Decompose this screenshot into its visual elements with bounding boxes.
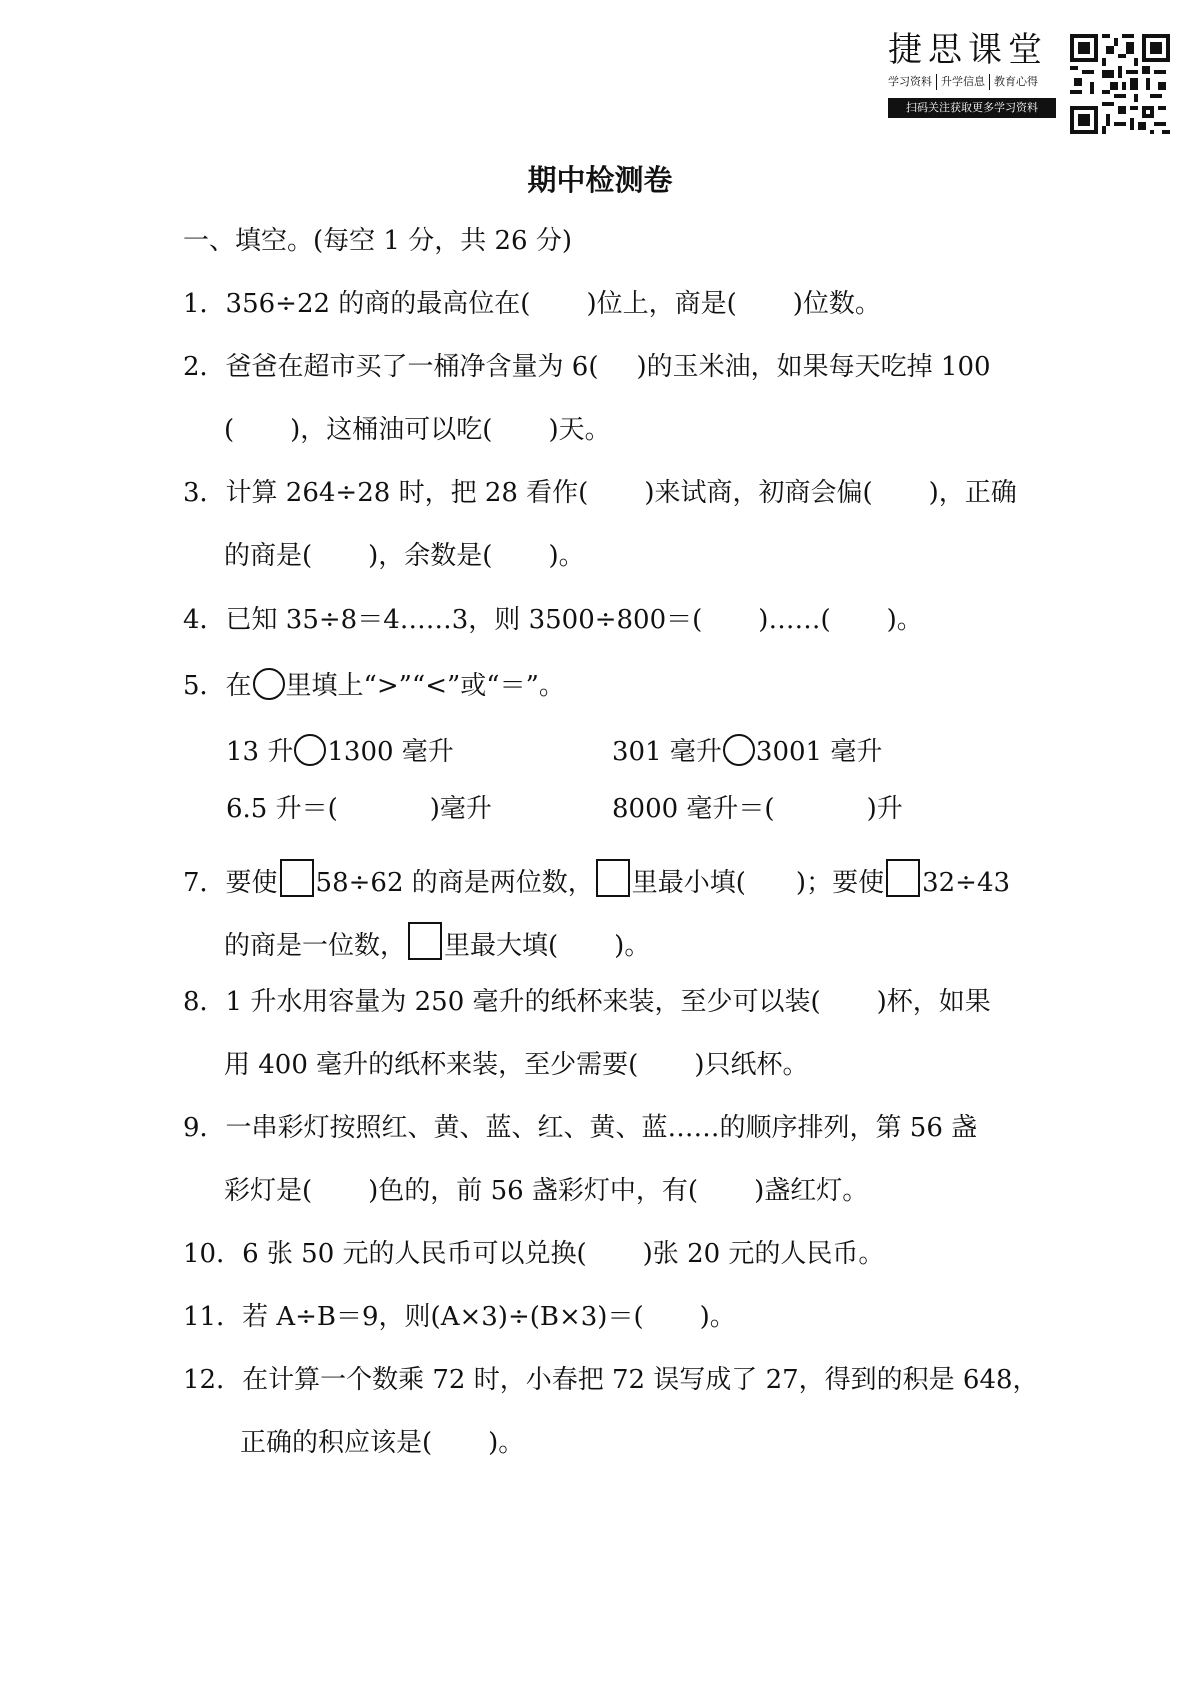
question-text: )。 (699, 1302, 736, 1332)
question-text: )，这桶油可以吃( (290, 415, 493, 445)
question-text: )来试商，初商会偏( (644, 478, 873, 508)
question-text: 10．6 张 50 元的人民币可以兑换( (183, 1239, 587, 1269)
question-text: )。 (548, 541, 585, 571)
question-text: )天。 (548, 415, 611, 445)
question-text: )张 20 元的人民币。 (642, 1239, 885, 1269)
question-text: 11．若 A÷B＝9，则(A×3)÷(B×3)＝( (183, 1302, 644, 1332)
question-text: 彩灯是( (224, 1176, 313, 1206)
question-3-continued (224, 539, 585, 573)
page-title: 期中检测卷 (527, 163, 673, 197)
item-text: 301 毫升 (612, 737, 722, 767)
digit-box[interactable] (886, 859, 920, 897)
question-text: 用 400 毫升的纸杯来装，至少需要( (224, 1050, 639, 1080)
question-text: 7．要使 (183, 868, 278, 898)
section-heading: 一、填空。(每空 1 分，共 26 分) (183, 226, 572, 256)
question-text: )杯，如果 (876, 987, 991, 1017)
item-text: )毫升 (429, 794, 492, 824)
question-text: )色的，前 56 盏彩灯中，有( (368, 1176, 699, 1206)
question-text: ( (224, 415, 235, 445)
question-text: 5．在 (183, 671, 252, 701)
question-1 (183, 287, 881, 321)
question-10 (183, 1237, 884, 1271)
question-3 (183, 476, 1017, 510)
question-text: 1．356÷22 的商的最高位在( (183, 289, 531, 319)
item-text: 8000 毫升＝( (612, 794, 775, 824)
question-8 (183, 985, 991, 1019)
question-text: 的商是一位数， (224, 931, 407, 961)
question-text: 正确的积应该是( (240, 1428, 433, 1458)
brand-tag: 升学信息 (937, 74, 990, 90)
compare-circle[interactable] (294, 734, 326, 766)
question-text: )的玉米油，如果每天吃掉 100 (636, 352, 991, 382)
question-text: 里最小填( (631, 868, 746, 898)
question-text: 4．已知 35÷8＝4……3，则 3500÷800＝( (183, 605, 703, 635)
digit-box[interactable] (280, 859, 314, 897)
question-text: 58÷62 的商是两位数， (315, 868, 594, 898)
question-12-continued (240, 1426, 524, 1460)
question-text: )只纸杯。 (694, 1050, 809, 1080)
item-text: 3001 毫升 (755, 737, 883, 767)
compare-circle[interactable] (723, 734, 755, 766)
circle-icon (253, 668, 285, 700)
question-text: 12．在计算一个数乘 72 时，小春把 72 误写成了 27，得到的积是 648， (183, 1365, 1039, 1395)
item-text: 13 升 (226, 737, 294, 767)
digit-box-icon (408, 922, 442, 960)
compare-item (612, 734, 882, 769)
conversion-item (226, 792, 492, 826)
question-text: 里最大填( (444, 931, 559, 961)
question-text: )盏红灯。 (754, 1176, 869, 1206)
item-text: 6.5 升＝( (226, 794, 338, 824)
question-text: 32÷43 (922, 868, 1011, 898)
brand-tag: 学习资料 (888, 74, 937, 90)
question-9-continued (224, 1174, 868, 1208)
question-9 (183, 1111, 977, 1145)
question-7 (183, 859, 1010, 900)
question-text: )位数。 (792, 289, 881, 319)
item-text: )升 (866, 794, 903, 824)
question-11 (183, 1300, 736, 1334)
question-text: )，余数是( (368, 541, 493, 571)
question-text: 的商是( (224, 541, 313, 571)
question-4 (183, 603, 923, 637)
question-text: )。 (886, 605, 923, 635)
question-8-continued (224, 1048, 808, 1082)
question-text: 里填上“>”“<”或“＝”。 (285, 671, 565, 701)
question-text: )。 (614, 931, 651, 961)
qr-code-icon (1070, 34, 1170, 134)
question-text: 2．爸爸在超市买了一桶净含量为 6( (183, 352, 599, 382)
question-2-continued (224, 413, 611, 447)
question-text: )……( (758, 605, 831, 635)
question-text: )。 (488, 1428, 525, 1458)
conversion-item (612, 792, 903, 826)
brand-slogan-bar: 扫码关注获取更多学习资料 (888, 98, 1056, 118)
question-text: 8．1 升水用容量为 250 毫升的纸杯来装，至少可以装( (183, 987, 821, 1017)
compare-item (226, 734, 454, 769)
question-text: )位上，商是( (586, 289, 737, 319)
digit-box-icon (596, 859, 630, 897)
item-text: 1300 毫升 (327, 737, 454, 767)
brand-block (888, 30, 1056, 118)
question-text: )；要使 (795, 868, 885, 898)
brand-name: 捷思课堂 (888, 30, 1048, 70)
question-2 (183, 350, 991, 384)
question-12 (183, 1363, 1039, 1397)
question-text: 9．一串彩灯按照红、黄、蓝、红、黄、蓝……的顺序排列，第 56 盏 (183, 1113, 978, 1143)
question-text: )，正确 (928, 478, 1017, 508)
question-text: 3．计算 264÷28 时，把 28 看作( (183, 478, 589, 508)
brand-tag: 教育心得 (994, 75, 1038, 88)
question-7-continued (224, 922, 650, 963)
brand-tags (888, 74, 1056, 90)
question-5 (183, 668, 565, 703)
